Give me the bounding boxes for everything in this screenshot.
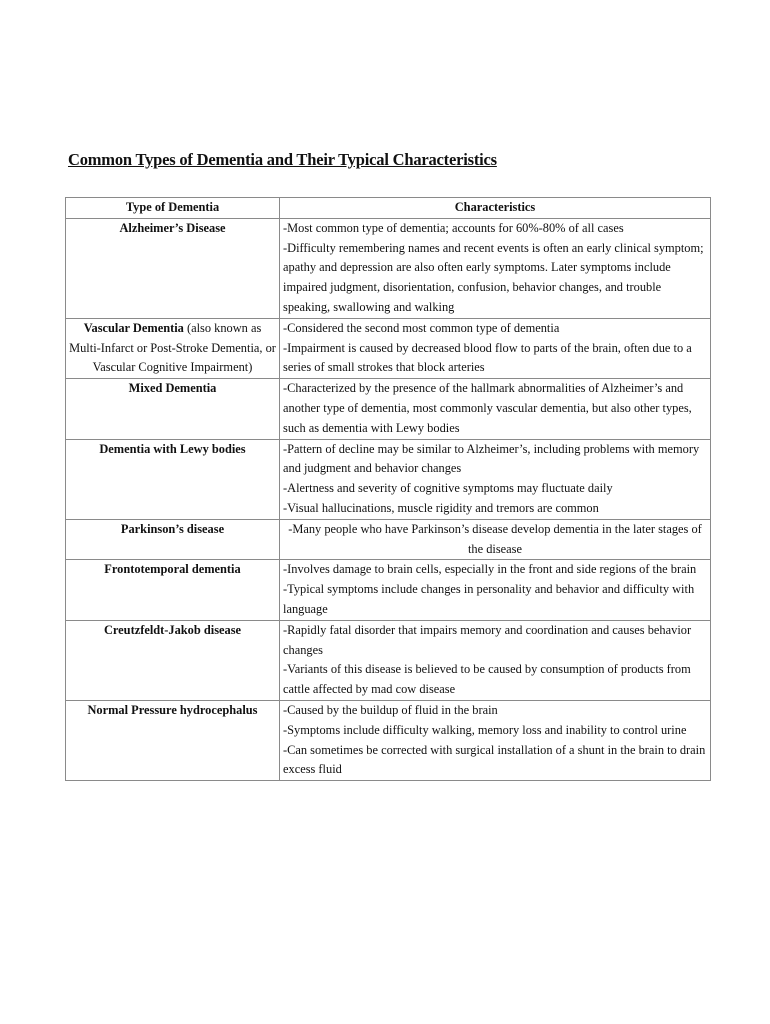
table-row bbox=[66, 700, 711, 780]
dementia-type-name: Frontotemporal dementia bbox=[104, 562, 241, 577]
dementia-types-table bbox=[65, 197, 711, 781]
characteristic-item: -Involves damage to brain cells, especially in the front and side regions of the brain bbox=[283, 562, 697, 577]
characteristics-cell bbox=[280, 519, 711, 560]
dementia-type-name: Parkinson’s disease bbox=[120, 521, 225, 536]
dementia-type-name: Creutzfeldt-Jakob disease bbox=[103, 622, 242, 637]
characteristic-item: -Can sometimes be corrected with surgical installation of a shunt in the brain to drain excess fluid bbox=[283, 742, 706, 777]
characteristic-item: -Rapidly fatal disorder that impairs memory and coordination and causes behavior changes bbox=[283, 622, 692, 657]
characteristic-item: -Alertness and severity of cognitive symptoms may fluctuate daily bbox=[283, 481, 613, 496]
dementia-type-cell bbox=[66, 218, 280, 318]
characteristic-item: -Characterized by the presence of the hallmark abnormalities of Alzheimer’s and another type of dementia, most commonly vascular dementia, but also other types, such as dementia with Lewy bodies bbox=[283, 381, 692, 435]
characteristics-cell bbox=[280, 379, 711, 439]
dementia-type-cell bbox=[66, 519, 280, 560]
dementia-type-cell bbox=[66, 620, 280, 700]
dementia-type-name: Alzheimer’s Disease bbox=[119, 220, 226, 235]
table-row bbox=[66, 318, 711, 378]
characteristics-cell bbox=[280, 318, 711, 378]
characteristic-item: -Most common type of dementia; accounts for 60%-80% of all cases bbox=[283, 220, 624, 235]
characteristic-item: -Impairment is caused by decreased blood flow to parts of the brain, often due to a series of small strokes that block arteries bbox=[283, 340, 692, 375]
characteristic-item: -Symptoms include difficulty walking, memory loss and inability to control urine bbox=[283, 722, 687, 737]
table-row bbox=[66, 379, 711, 439]
characteristics-cell bbox=[280, 700, 711, 780]
table-row bbox=[66, 218, 711, 318]
characteristic-item: -Many people who have Parkinson’s disease develop dementia in the later stages of the disease bbox=[288, 521, 702, 556]
dementia-type-name: Normal Pressure hydrocephalus bbox=[87, 702, 258, 717]
characteristic-item: -Pattern of decline may be similar to Alzheimer’s, including problems with memory and judgment and behavior changes bbox=[283, 441, 700, 476]
characteristic-item: -Variants of this disease is believed to be caused by consumption of products from cattle affected by mad cow disease bbox=[283, 662, 691, 697]
dementia-type-cell bbox=[66, 439, 280, 519]
header-characteristics: Characteristics bbox=[280, 198, 711, 219]
dementia-type-cell bbox=[66, 318, 280, 378]
characteristic-item: -Difficulty remembering names and recent events is often an early clinical symptom; apathy and depression are also often early symptoms. Later symptoms include impaired judgment, disorientation, confusion, behavior changes, and trouble speaking, swallowing and walking bbox=[283, 240, 704, 314]
characteristics-cell bbox=[280, 620, 711, 700]
characteristic-item: -Visual hallucinations, muscle rigidity and tremors are common bbox=[283, 500, 599, 515]
characteristic-item: -Considered the second most common type of dementia bbox=[283, 320, 560, 335]
dementia-type-cell bbox=[66, 379, 280, 439]
table-row bbox=[66, 620, 711, 700]
table-row bbox=[66, 560, 711, 620]
characteristic-item: -Caused by the buildup of fluid in the brain bbox=[283, 702, 498, 717]
characteristic-item: -Typical symptoms include changes in personality and behavior and difficulty with language bbox=[283, 582, 695, 616]
table-header-row bbox=[66, 198, 711, 219]
dementia-type-cell bbox=[66, 700, 280, 780]
characteristics-cell bbox=[280, 218, 711, 318]
table-row bbox=[66, 519, 711, 560]
dementia-type-note: (also known as Multi-Infarct or Post-Stroke Dementia, or Vascular Cognitive Impairment) bbox=[69, 320, 276, 375]
dementia-type-name: Vascular Dementia bbox=[83, 320, 184, 335]
table-body bbox=[66, 218, 711, 780]
characteristics-cell bbox=[280, 560, 711, 620]
characteristics-cell bbox=[280, 439, 711, 519]
dementia-type-name: Mixed Dementia bbox=[128, 381, 217, 396]
dementia-type-cell bbox=[66, 560, 280, 620]
dementia-type-name: Dementia with Lewy bodies bbox=[99, 441, 246, 456]
page-title: Common Types of Dementia and Their Typical Characteristics bbox=[68, 150, 497, 169]
table-row bbox=[66, 439, 711, 519]
header-type-of-dementia: Type of Dementia bbox=[66, 198, 280, 219]
